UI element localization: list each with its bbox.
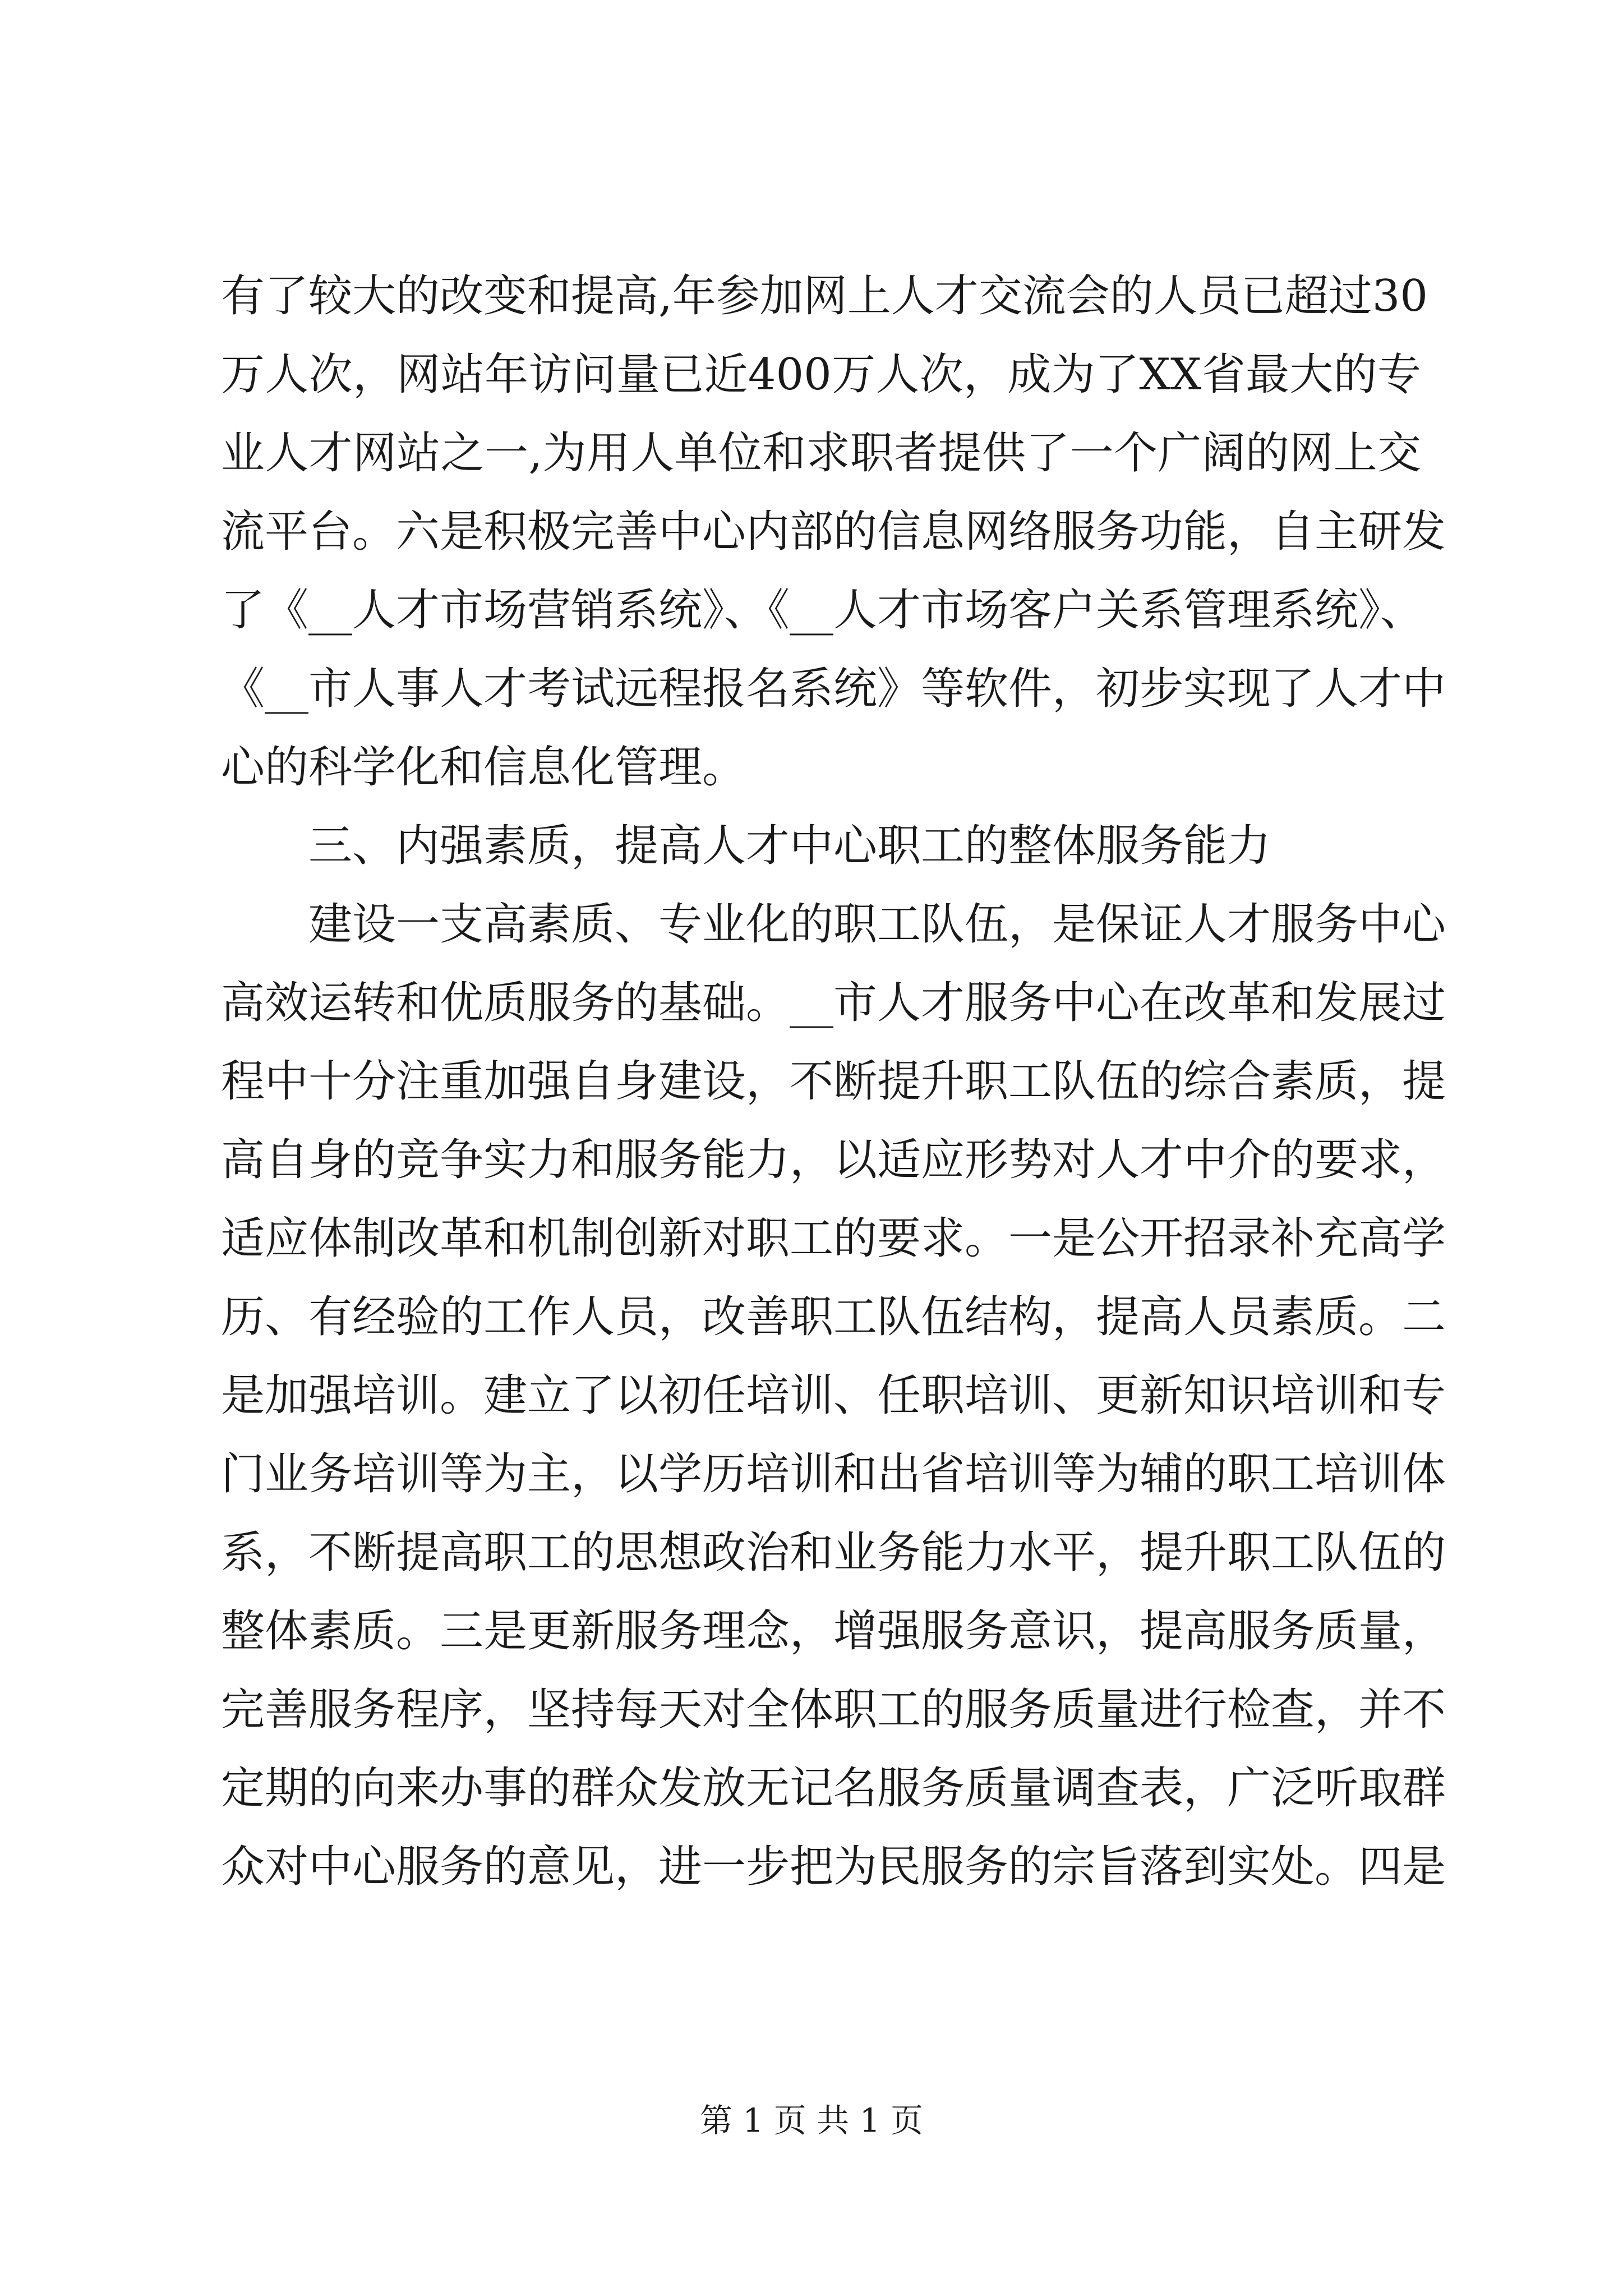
text-line: 有了较大的改变和提高,年参加网上人才交流会的人员已超过30 (221, 271, 1428, 321)
text-line: 《__市人事人才考试远程报名系统》等软件，初步实现了人才中 (221, 664, 1446, 714)
section-heading: 三、内强素质，提高人才中心职工的整体服务能力 (308, 821, 1271, 871)
text-line: 历、有经验的工作人员，改善职工队伍结构，提高人员素质。二 (221, 1292, 1446, 1342)
page-number: 第 1 页 共 1 页 (700, 2101, 923, 2139)
text-line: 心的科学化和信息化管理。 (221, 742, 746, 793)
body-text (221, 257, 1446, 1906)
text-line: 众对中心服务的意见，进一步把为民服务的宗旨落到实处。四是 (221, 1842, 1446, 1892)
text-line: 建设一支高素质、专业化的职工队伍，是保证人才服务中心 (308, 899, 1446, 950)
text-line: 适应体制改革和机制创新对职工的要求。一是公开招录补充高学 (221, 1213, 1446, 1264)
text-line: 是加强培训。建立了以初任培训、任职培训、更新知识培训和专 (221, 1370, 1446, 1421)
text-line: 了《__人才市场营销系统》、《__人才市场客户关系管理系统》、 (221, 585, 1424, 636)
text-line: 万人次，网站年访问量已近400万人次，成为了XX省最大的专 (221, 349, 1421, 400)
text-line: 业人才网站之一,为用人单位和求职者提供了一个广阔的网上交 (221, 428, 1421, 478)
text-line: 高自身的竞争实力和服务能力，以适应形势对人才中介的要求， (221, 1135, 1446, 1185)
text-line: 定期的向来办事的群众发放无记名服务质量调查表，广泛听取群 (221, 1763, 1446, 1814)
text-line: 程中十分注重加强自身建设，不断提升职工队伍的综合素质，提 (221, 1056, 1446, 1107)
text-line: 高效运转和优质服务的基础。__市人才服务中心在改革和发展过 (221, 978, 1446, 1028)
text-line: 流平台。六是积极完善中心内部的信息网络服务功能，自主研发 (221, 507, 1446, 557)
text-line: 系，不断提高职工的思想政治和业务能力水平，提升职工队伍的 (221, 1527, 1446, 1578)
text-line: 整体素质。三是更新服务理念，增强服务意识，提高服务质量， (221, 1606, 1446, 1657)
text-line: 门业务培训等为主，以学历培训和出省培训等为辅的职工培训体 (221, 1449, 1446, 1499)
text-line: 完善服务程序，坚持每天对全体职工的服务质量进行检查，并不 (221, 1685, 1446, 1735)
